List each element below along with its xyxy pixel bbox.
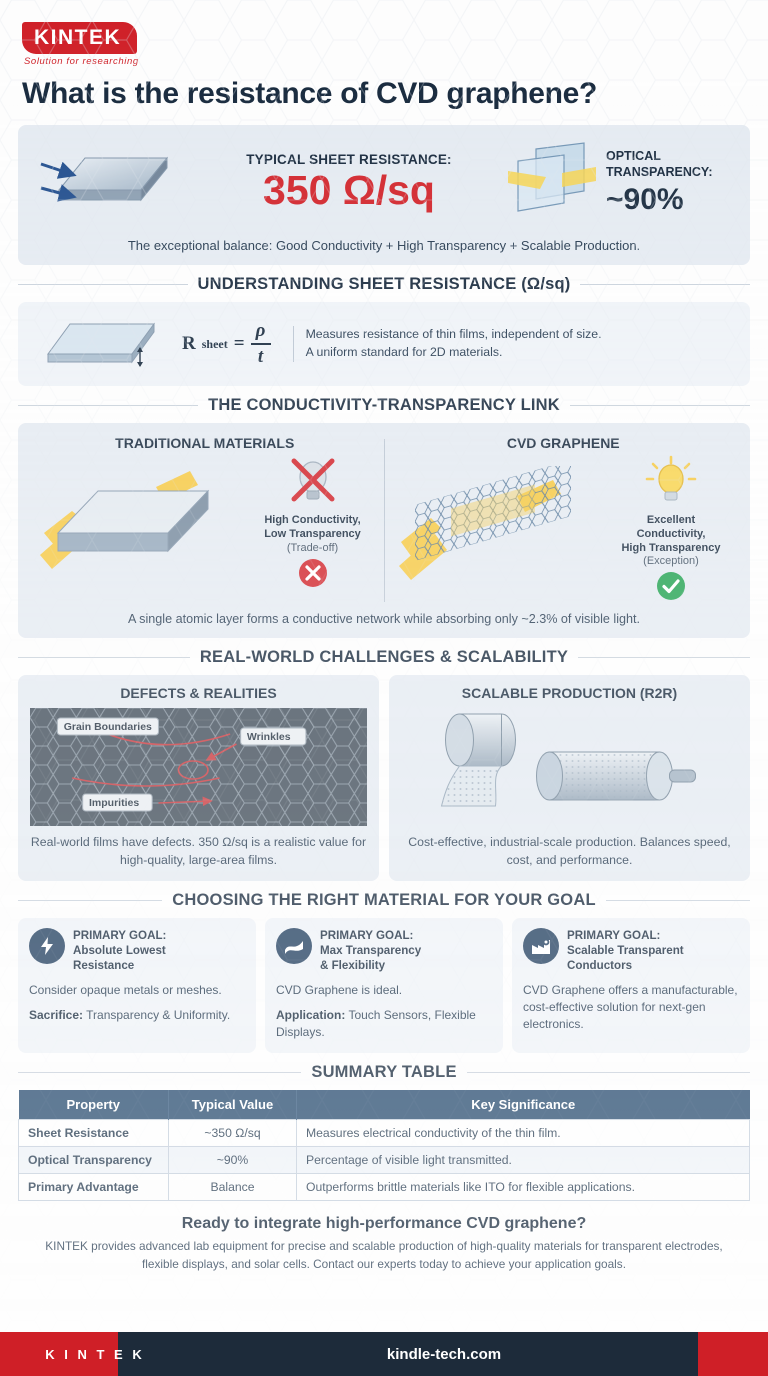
page-title: What is the resistance of CVD graphene?: [22, 77, 598, 110]
goal-text-0-l1: Absolute Lowest: [73, 944, 166, 958]
defect-label-1: Wrinkles: [246, 732, 291, 744]
scalable-title: SCALABLE PRODUCTION (R2R): [461, 685, 678, 702]
goal-body-0: Consider opaque metals or meshes.: [29, 983, 222, 998]
goal-body-0-bold: Sacrifice:: [29, 1008, 84, 1023]
understanding-heading: UNDERSTANDING SHEET RESISTANCE (Ω/sq): [197, 275, 571, 293]
summary-table: [18, 1090, 750, 1201]
defect-label-2: Impurities: [88, 798, 140, 810]
transparency-glass-icon: [506, 137, 598, 228]
formula-denominator: t: [257, 346, 264, 367]
cta-heading: Ready to integrate high-performance CVD graphene?: [181, 1215, 587, 1233]
goal-label-1: PRIMARY GOAL:: [320, 929, 414, 943]
goal-text-2-l2: Conductors: [567, 959, 633, 973]
rule-left: [18, 657, 190, 658]
goal-card-scalable-conductors: [512, 918, 750, 1053]
opaque-metal-slab-icon: [38, 459, 250, 589]
row-1-property: Optical Transparency: [19, 1147, 169, 1174]
goals-heading: CHOOSING THE RIGHT MATERIAL FOR YOUR GOAL: [172, 891, 596, 910]
cvd-graphene-column: [391, 435, 737, 606]
rule-right: [580, 284, 750, 285]
formula-lhs: R: [182, 333, 196, 354]
goal-label-0: PRIMARY GOAL:: [73, 929, 167, 943]
traditional-title: TRADITIONAL MATERIALS: [115, 435, 295, 451]
row-1-significance: Percentage of visible light transmitted.: [297, 1147, 750, 1174]
goal-card-lowest-resistance: [18, 918, 256, 1053]
goal-text-1-l2: & Flexibility: [320, 959, 386, 973]
cvd-note-l1: Excellent Conductivity,: [636, 514, 706, 540]
goal-text-0-l2: Resistance: [73, 959, 135, 973]
goal-body-1-bold: Application:: [276, 1008, 346, 1023]
logo-badge: KINTEK: [22, 22, 137, 54]
section-heading-challenges: [18, 648, 750, 667]
row-2-property: Primary Advantage: [19, 1174, 169, 1201]
summary-heading: SUMMARY TABLE: [311, 1063, 457, 1082]
sheet-resistance-formula: [182, 321, 283, 367]
goal-text-2-l1: Scalable Transparent: [567, 944, 684, 958]
cvd-title: CVD GRAPHENE: [506, 435, 620, 451]
goal-body-1: CVD Graphene is ideal.: [276, 983, 403, 998]
table-col-significance: Key Significance: [297, 1090, 750, 1120]
understanding-text-line1: Measures resistance of thin films, independent of size.: [305, 327, 602, 342]
goal-body-2: CVD Graphene offers a manufacturable, cost-effective solution for next-gen electronics.: [523, 983, 738, 1032]
optical-transparency-label-l1: OPTICAL: [606, 149, 661, 164]
goal-card-max-transparency: [265, 918, 503, 1053]
row-0-value: ~350 Ω/sq: [169, 1120, 297, 1147]
scalable-production-card: [389, 675, 750, 881]
footer-red-right: [698, 1332, 768, 1376]
cvd-note-small: (Exception): [643, 555, 699, 568]
goal-label-2: PRIMARY GOAL:: [567, 929, 661, 943]
sheet-resistance-value: 350 Ω/sq: [263, 167, 435, 214]
defects-title: DEFECTS & REALITIES: [120, 685, 277, 702]
rule-left: [18, 284, 188, 285]
section-heading-goals: [18, 891, 750, 910]
traditional-note-small: (Trade-off): [286, 541, 339, 554]
page-footer: [0, 1332, 768, 1376]
table-row: [19, 1120, 750, 1147]
rule-right: [578, 657, 750, 658]
roll-to-roll-figure: [401, 708, 738, 826]
defect-label-0: Grain Boundaries: [63, 722, 152, 734]
hero-panel: [18, 125, 750, 265]
footer-logo: K I N T E K: [45, 1346, 145, 1362]
section-heading-summary: [18, 1063, 750, 1082]
formula-lhs-sub: sheet: [201, 336, 228, 351]
compare-divider: [384, 439, 385, 602]
bulb-off-icon: [254, 455, 372, 514]
cvd-note: [612, 455, 730, 606]
formula-equals: =: [233, 333, 245, 354]
scalable-text: Cost-effective, industrial-scale production. Balances speed, cost, and performance.: [408, 835, 731, 867]
table-row: [19, 1147, 750, 1174]
lightning-bolt-icon: [29, 928, 65, 964]
factory-gear-icon: [523, 928, 559, 964]
sheet-slab-icon: [32, 140, 192, 226]
cross-badge-icon: [254, 558, 372, 593]
formula-numerator: ρ: [255, 320, 266, 342]
brand-logo: [0, 0, 768, 73]
formula-fraction: [251, 321, 271, 367]
optical-transparency-value: ~90%: [606, 182, 684, 216]
graphene-lattice-sheet-icon: [397, 466, 609, 596]
row-2-value: Balance: [169, 1174, 297, 1201]
goal-body-0-rest: Transparency & Uniformity.: [83, 1008, 231, 1023]
footer-website[interactable]: kindle-tech.com: [386, 1345, 502, 1363]
row-2-significance: Outperforms brittle materials like ITO for flexible applications.: [297, 1174, 750, 1201]
challenges-heading: REAL-WORLD CHALLENGES & SCALABILITY: [199, 648, 569, 667]
rule-right: [570, 405, 750, 406]
table-col-property: Property: [19, 1090, 169, 1120]
defects-text: Real-world films have defects. 350 Ω/sq is a realistic value for high-quality, large-area films.: [30, 835, 367, 867]
traditional-note-l1: High Conductivity,: [264, 514, 361, 526]
cta-body: KINTEK provides advanced lab equipment for precise and scalable production of high-quality materials for transparent electrodes, flexible displays, and solar cells. Contact our experts today to achieve your application goals.: [45, 1239, 723, 1271]
goal-body-1-rest: Touch Sensors, Flexible Displays.: [276, 1008, 476, 1040]
rule-left: [18, 405, 198, 406]
row-1-value: ~90%: [169, 1147, 297, 1174]
bulb-on-icon: [612, 455, 730, 514]
defects-card: [18, 675, 379, 881]
understanding-panel: [18, 302, 750, 386]
traditional-materials-column: [32, 435, 378, 606]
rule-right: [467, 1072, 750, 1073]
cta-block: [0, 1201, 768, 1282]
link-panel: [18, 423, 750, 638]
formula-bar: [251, 343, 271, 345]
traditional-note-l2: Low Transparency: [264, 527, 361, 540]
optical-transparency-label-l2: TRANSPARENCY:: [606, 165, 713, 179]
check-badge-icon: [612, 571, 730, 606]
hero-caption: The exceptional balance: Good Conductivity + High Transparency + Scalable Production.: [127, 238, 641, 253]
flexible-film-icon: [276, 928, 312, 964]
cvd-note-l2: High Transparency: [621, 541, 721, 554]
table-header-row: [19, 1090, 750, 1120]
traditional-note: [254, 455, 372, 593]
link-caption: A single atomic layer forms a conductive network while absorbing only ~2.3% of visible light.: [127, 612, 641, 627]
rule-left: [18, 900, 162, 901]
sheet-resistance-label: TYPICAL SHEET RESISTANCE:: [246, 152, 452, 168]
row-0-significance: Measures electrical conductivity of the thin film.: [297, 1120, 750, 1147]
table-col-value: Typical Value: [169, 1090, 297, 1120]
link-heading: THE CONDUCTIVITY-TRANSPARENCY LINK: [208, 396, 560, 414]
section-heading-link: [18, 396, 750, 415]
understanding-text-line2: A uniform standard for 2D materials.: [305, 345, 503, 359]
goal-text-1-l1: Max Transparency: [320, 944, 422, 958]
table-row: [19, 1174, 750, 1201]
row-0-property: Sheet Resistance: [19, 1120, 169, 1147]
rule-left: [18, 1072, 301, 1073]
rule-right: [606, 900, 750, 901]
thin-film-thickness-icon: [32, 314, 172, 374]
section-heading-understanding: [18, 275, 750, 294]
logo-tagline: Solution for researching: [24, 56, 139, 67]
defect-lattice-figure: [30, 708, 367, 826]
